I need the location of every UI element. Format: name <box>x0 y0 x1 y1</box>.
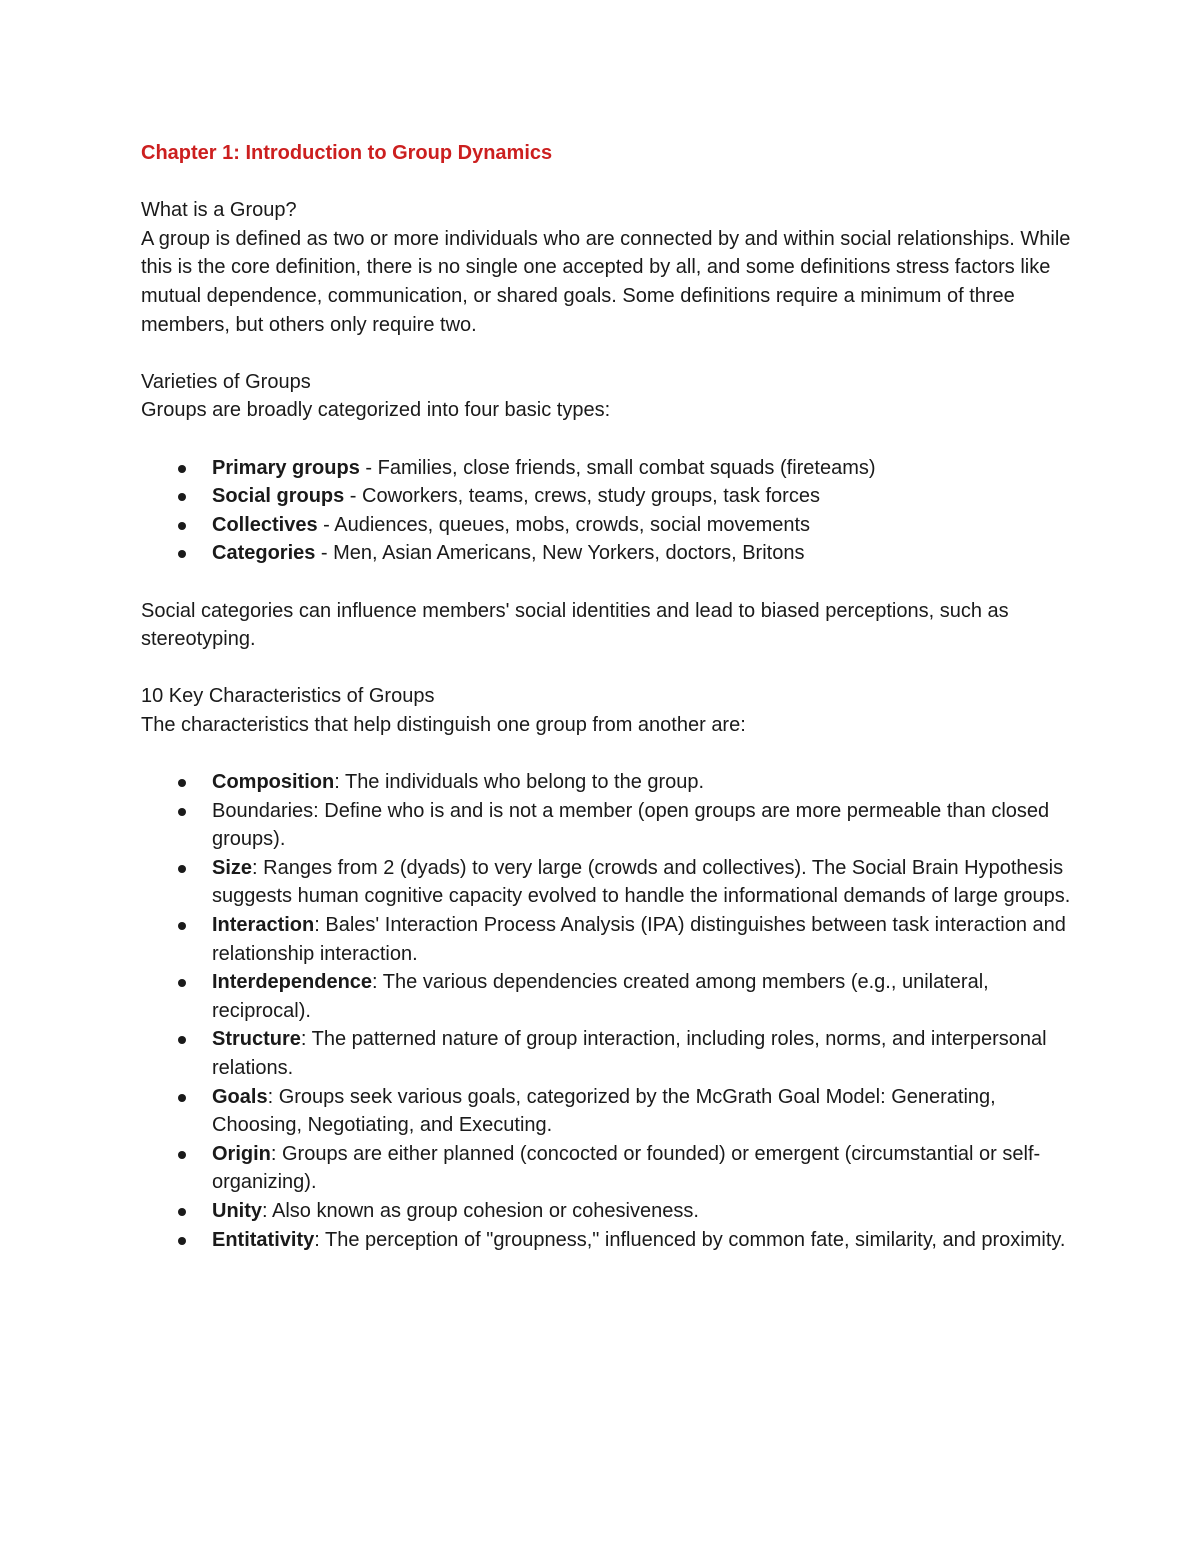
spacer <box>141 568 1071 597</box>
list-item-text: - Families, close friends, small combat squads (fireteams) <box>359 456 876 479</box>
list-item-text: : Ranges from 2 (dyads) to very large (crowds and collectives). The Social Brain Hypothesis suggests human cognitive capacity evolved to handle the informational demands of large groups. <box>212 856 1071 908</box>
list-item-term: Goals <box>212 1085 268 1108</box>
bullet-icon <box>178 779 186 787</box>
bullet-icon <box>178 808 186 816</box>
list-item <box>141 482 1071 511</box>
list-item-term: Entitativity <box>212 1228 315 1251</box>
list-item <box>141 539 1071 568</box>
document-page <box>141 139 1071 1254</box>
paragraph-characteristics-intro: The characteristics that help distinguish one group from another are: <box>141 713 746 736</box>
bullet-icon <box>178 979 186 987</box>
paragraph-categories-note: Social categories can influence members' social identities and lead to biased perceptions, such as stereotyping. <box>141 599 1009 651</box>
list-item <box>141 1025 1071 1082</box>
spacer <box>141 168 1071 197</box>
bullet-icon <box>178 1151 186 1159</box>
list-item <box>141 768 1071 797</box>
list-item-text: : The individuals who belong to the group. <box>334 771 705 794</box>
list-item-term: Size <box>212 856 253 879</box>
list-item <box>141 968 1071 1025</box>
bullet-icon <box>178 550 186 558</box>
list-item-text: : Groups are either planned (concocted or founded) or emergent (circumstantial or self-organizing). <box>212 1142 1041 1194</box>
section-heading-characteristics: 10 Key Characteristics of Groups <box>141 685 435 708</box>
list-item-term: Collectives <box>212 513 318 536</box>
bullet-icon <box>178 1237 186 1245</box>
list-item-term: Structure <box>212 1028 301 1051</box>
list-item <box>141 1226 1071 1255</box>
list-item <box>141 1197 1071 1226</box>
list-item-term: Categories <box>212 542 316 565</box>
list-item-text: Boundaries: Define who is and is not a member (open groups are more permeable than closed groups). <box>212 799 1050 851</box>
list-item-text: : The patterned nature of group interaction, including roles, norms, and interpersonal relations. <box>212 1028 1047 1079</box>
chapter-title: Chapter 1: Introduction to Group Dynamics <box>141 142 553 164</box>
list-item <box>141 911 1071 968</box>
list-item-text: - Men, Asian Americans, New Yorkers, doctors, Britons <box>315 542 805 565</box>
paragraph-varieties-intro: Groups are broadly categorized into four basic types: <box>141 399 611 422</box>
paragraph-group-definition: A group is defined as two or more individuals who are connected by and within social relationships. While this is the core definition, there is no single one accepted by all, and some definitions stress factors like mutual dependence, communication, or shared goals. Some definitions require a minimum of three members, but others only require two. <box>141 227 1071 336</box>
list-item-text: : Bales' Interaction Process Analysis (IPA) distinguishes between task interaction and relationship interaction. <box>212 914 1066 965</box>
list-item-text: - Audiences, queues, mobs, crowds, social movements <box>317 513 811 536</box>
list-item-term: Interaction <box>212 914 315 937</box>
list-item-term: Social groups <box>212 485 345 508</box>
list-item-term: Unity <box>212 1199 262 1222</box>
spacer <box>141 339 1071 368</box>
bullet-icon <box>178 1094 186 1102</box>
list-item-text: : Also known as group cohesion or cohesiveness. <box>262 1199 699 1222</box>
spacer <box>141 739 1071 768</box>
list-item-text: : The various dependencies created among members (e.g., unilateral, reciprocal). <box>212 971 989 1022</box>
list-item-term: Primary groups <box>212 456 360 479</box>
list-item <box>141 797 1071 854</box>
list-item-text: : Groups seek various goals, categorized by the McGrath Goal Model: Generating, Choosing, Negotiating, and Executing. <box>212 1085 996 1137</box>
bullet-icon <box>178 922 186 930</box>
varieties-list <box>141 454 1071 568</box>
list-item-text: : The perception of "groupness," influenced by common fate, similarity, and proximity. <box>314 1228 1066 1251</box>
list-item-term: Interdependence <box>212 971 373 994</box>
bullet-icon <box>178 1208 186 1216</box>
list-item <box>141 1083 1071 1140</box>
list-item-text: - Coworkers, teams, crews, study groups, task forces <box>344 485 820 508</box>
bullet-icon <box>178 465 186 473</box>
bullet-icon <box>178 493 186 501</box>
section-heading-varieties: Varieties of Groups <box>141 370 311 393</box>
list-item <box>141 454 1071 483</box>
bullet-icon <box>178 522 186 530</box>
bullet-icon <box>178 865 186 873</box>
list-item-term: Origin <box>212 1142 271 1165</box>
spacer <box>141 425 1071 454</box>
list-item <box>141 1140 1071 1197</box>
list-item <box>141 854 1071 911</box>
list-item-term: Composition <box>212 771 335 794</box>
characteristics-list <box>141 768 1071 1254</box>
bullet-icon <box>178 1036 186 1044</box>
section-heading-what-is-group: What is a Group? <box>141 199 297 222</box>
list-item <box>141 511 1071 540</box>
spacer <box>141 654 1071 683</box>
